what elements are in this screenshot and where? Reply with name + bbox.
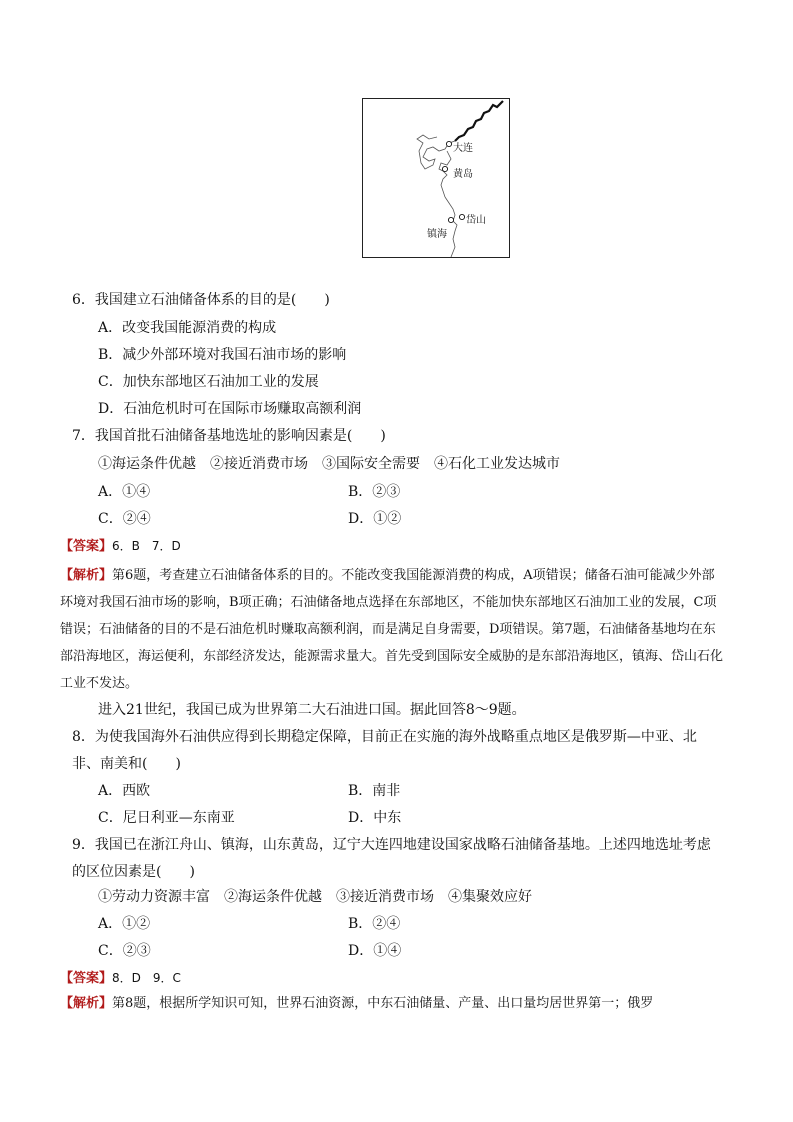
question-6-option-a: A．改变我国能源消费的构成 bbox=[98, 320, 277, 336]
question-7-factors: ①海运条件优越 ②接近消费市场 ③国际安全需要 ④石化工业发达城市 bbox=[98, 456, 560, 472]
question-8-option-a: A．西欧 bbox=[98, 783, 151, 799]
coastline-map bbox=[362, 98, 510, 258]
analysis-tag: 【解析】 bbox=[60, 996, 113, 1011]
question-6-option-c: C．加快东部地区石油加工业的发展 bbox=[98, 374, 319, 390]
question-6-stem: 6．我国建立石油储备体系的目的是( ) bbox=[72, 292, 330, 308]
question-8-option-d: D．中东 bbox=[348, 810, 402, 826]
question-6-option-d: D．石油危机时可在国际市场赚取高额利润 bbox=[98, 401, 362, 417]
question-7-option-a: A．①④ bbox=[98, 484, 151, 500]
analysis-tag: 【解析】 bbox=[60, 568, 113, 583]
question-7-option-b: B．②③ bbox=[348, 484, 401, 500]
analysis-block-2 bbox=[60, 994, 653, 1014]
answer-tag: 【答案】 bbox=[60, 971, 113, 986]
intro-text: 进入21世纪，我国已成为世界第二大石油进口国。据此回答8～9题。 bbox=[98, 702, 526, 718]
answer-block-1 bbox=[60, 536, 181, 557]
question-8-option-c: C．尼日利亚—东南亚 bbox=[98, 810, 235, 826]
question-6-option-b: B．减少外部环境对我国石油市场的影响 bbox=[98, 347, 347, 363]
answer-tag: 【答案】 bbox=[60, 539, 113, 554]
question-7-option-d: D．①② bbox=[348, 511, 402, 527]
question-7-stem: 7．我国首批石油储备基地选址的影响因素是( ) bbox=[72, 428, 386, 444]
question-9-option-d: D．①④ bbox=[348, 943, 402, 959]
analysis-text: 第6题，考查建立石油储备体系的目的。不能改变我国能源消费的构成，A项错误；储备石油可能减少外部环境对我国石油市场的影响，B项正确；石油储备地点选择在东部地区，不能加快东部地区石油加工业的发展，C项错误；石油储备的目的不是石油危机时赚取高额利润，而是满足自身需要，D项错误。第7题，石油储备基地均在东部沿海地区，海运便利，东部经济发达，能源需求量大。首先受到国际安全威胁的是东部沿海地区，镇海、岱山石化工业不发达。 bbox=[60, 568, 724, 691]
question-9-option-a: A．①② bbox=[98, 916, 151, 932]
map-label-dalian: 大连 bbox=[453, 143, 473, 154]
question-9-option-c: C．②③ bbox=[98, 943, 151, 959]
question-7-option-c: C．②④ bbox=[98, 511, 151, 527]
map-label-huangdao: 黄岛 bbox=[453, 169, 473, 180]
answer-block-2 bbox=[60, 968, 181, 989]
map-label-zhenhai: 镇海 bbox=[427, 229, 447, 240]
map-label-daishan: 岱山 bbox=[466, 215, 486, 226]
question-8-option-b: B．南非 bbox=[348, 783, 401, 799]
answer-text: 6．B 7．D bbox=[112, 539, 181, 553]
question-9-factors: ①劳动力资源丰富 ②海运条件优越 ③接近消费市场 ④集聚效应好 bbox=[98, 889, 532, 905]
question-8-stem: 8．为使我国海外石油供应得到长期稳定保障，目前正在实施的海外战略重点地区是俄罗斯—中亚、北非、南美和( ) bbox=[72, 729, 697, 772]
analysis-text: 第8题，根据所学知识可知，世界石油资源，中东石油储量、产量、出口量均居世界第一；俄罗 bbox=[112, 996, 654, 1011]
analysis-block-1 bbox=[60, 562, 724, 697]
answer-text: 8．D 9．C bbox=[112, 971, 181, 985]
question-9-option-b: B．②④ bbox=[348, 916, 401, 932]
question-9-stem: 9．我国已在浙江舟山、镇海，山东黄岛，辽宁大连四地建设国家战略石油储备基地。上述四地选址考虑的区位因素是( ) bbox=[72, 837, 711, 880]
